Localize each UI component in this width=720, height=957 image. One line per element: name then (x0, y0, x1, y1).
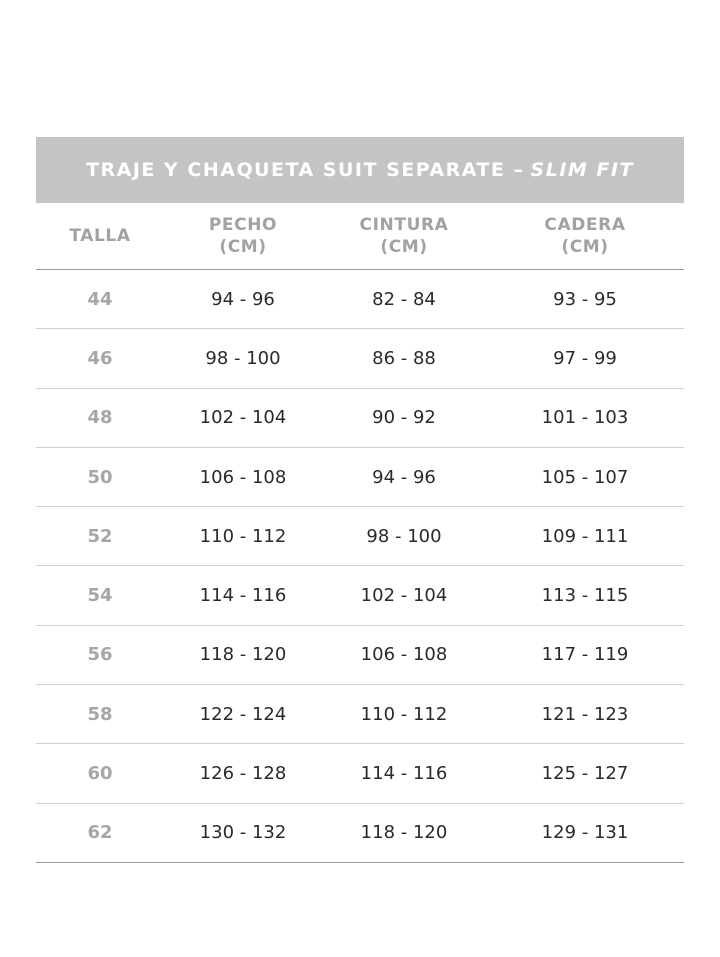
waist-cell: 98 - 100 (366, 525, 442, 547)
waist-cell: 114 - 116 (360, 763, 448, 785)
size-cell: 48 (87, 407, 113, 429)
size-cell: 62 (87, 822, 113, 844)
chest-cell: 94 - 96 (211, 288, 275, 310)
hip-cell: 129 - 131 (541, 822, 629, 844)
size-cell: 60 (87, 763, 113, 785)
hip-cell: 93 - 95 (553, 288, 617, 310)
size-chart-table (36, 137, 684, 863)
hip-cell: 101 - 103 (541, 407, 629, 429)
size-cell: 50 (87, 466, 113, 488)
chest-cell: 106 - 108 (199, 466, 287, 488)
chest-cell: 126 - 128 (199, 763, 287, 785)
size-cell: 54 (87, 585, 113, 607)
size-cell: 46 (87, 347, 113, 369)
chest-cell: 98 - 100 (205, 347, 281, 369)
size-cell: 56 (87, 644, 113, 666)
waist-cell: 106 - 108 (360, 644, 448, 666)
chest-cell: 118 - 120 (199, 644, 287, 666)
table-row (36, 270, 684, 329)
size-cell: 58 (87, 703, 113, 725)
chest-cell: 122 - 124 (199, 703, 287, 725)
header-waist: CINTURA (CM) (359, 215, 449, 257)
table-title (36, 137, 684, 203)
table-row (36, 389, 684, 448)
table-row (36, 329, 684, 388)
waist-cell: 110 - 112 (360, 703, 448, 725)
hip-cell: 109 - 111 (541, 525, 629, 547)
hip-cell: 105 - 107 (541, 466, 629, 488)
table-row (36, 744, 684, 803)
table-row (36, 448, 684, 507)
chest-cell: 114 - 116 (199, 585, 287, 607)
table-title-main: TRAJE Y CHAQUETA SUIT SEPARATE – (86, 159, 525, 181)
waist-cell: 94 - 96 (372, 466, 436, 488)
table-body (36, 270, 684, 863)
hip-cell: 121 - 123 (541, 703, 629, 725)
table-row (36, 507, 684, 566)
waist-cell: 86 - 88 (372, 347, 436, 369)
table-row (36, 804, 684, 863)
waist-cell: 82 - 84 (372, 288, 436, 310)
hip-cell: 113 - 115 (541, 585, 629, 607)
size-cell: 44 (87, 288, 113, 310)
chest-cell: 102 - 104 (199, 407, 287, 429)
hip-cell: 117 - 119 (541, 644, 629, 666)
waist-cell: 90 - 92 (372, 407, 436, 429)
waist-cell: 118 - 120 (360, 822, 448, 844)
table-row (36, 685, 684, 744)
chest-cell: 130 - 132 (199, 822, 287, 844)
header-size: TALLA (69, 226, 131, 246)
table-header-row (36, 203, 684, 270)
waist-cell: 102 - 104 (360, 585, 448, 607)
size-cell: 52 (87, 525, 113, 547)
hip-cell: 97 - 99 (553, 347, 617, 369)
table-title-fit: SLIM FIT (530, 159, 634, 181)
table-row (36, 566, 684, 625)
hip-cell: 125 - 127 (541, 763, 629, 785)
table-row (36, 626, 684, 685)
chest-cell: 110 - 112 (199, 525, 287, 547)
header-chest: PECHO (CM) (208, 215, 278, 257)
header-hip: CADERA (CM) (544, 215, 626, 257)
